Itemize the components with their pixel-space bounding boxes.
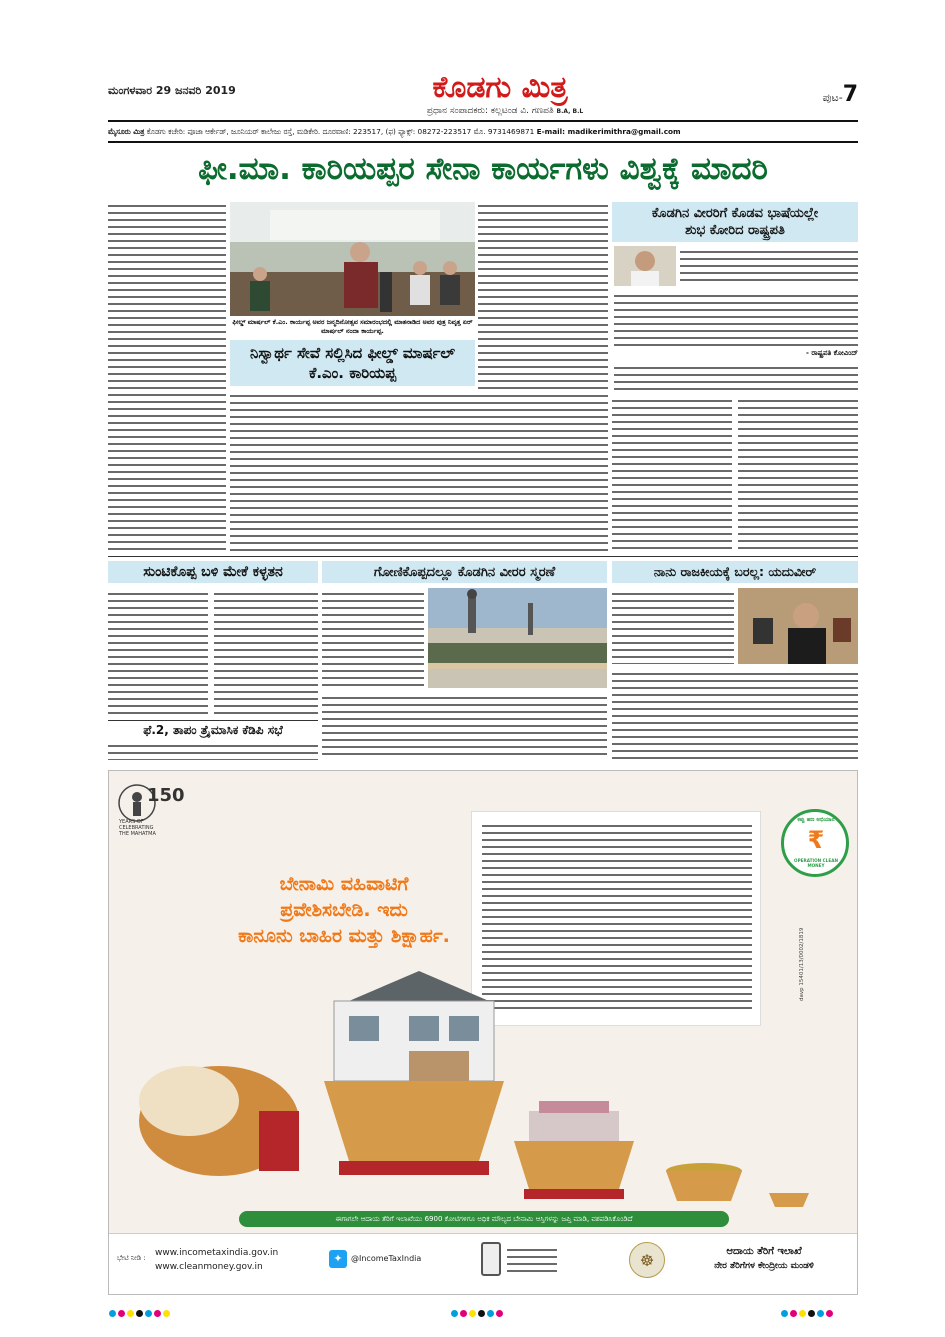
badge-bottom-text: OPERATION CLEAN MONEY (794, 858, 838, 868)
anniversary-line-1: YEARS OF (119, 819, 144, 825)
main-story-column-2 (478, 200, 608, 390)
memorial-story-wide (322, 692, 607, 760)
president-signoff: - ರಾಷ್ಟ್ರಪತಿ ಕೋವಿಂದ್ (806, 349, 858, 357)
memorial-story-title: ಗೋಣಿಕೊಪ್ಪದಲ್ಲೂ ಕೊಡಗಿನ ವೀರರ ಸ್ಮರಣೆ (322, 561, 607, 583)
press-photo-icon (738, 588, 858, 664)
twitter-handle[interactable]: @IncomeTaxIndia (351, 1254, 422, 1263)
page-label: ಪುಟ- (822, 91, 843, 104)
main-story-wide-text (230, 390, 608, 552)
yaduveer-story-col-1 (612, 588, 734, 664)
department-line-2: ನೇರ ತೆರಿಗೆಗಳ ಕೇಂದ್ರೀಯ ಮಂಡಳಿ (714, 1261, 814, 1271)
registration-dots-left (108, 1302, 198, 1312)
address-brand: ಮೈಸೂರು ಮಿತ್ರ (108, 127, 145, 136)
website-1-link[interactable]: www.incometaxindia.gov.in (155, 1248, 279, 1258)
anniversary-line-2: CELEBRATING (119, 825, 154, 831)
header-rule (108, 120, 858, 122)
davp-code: davp 15401/13/0002/1819 (799, 927, 805, 1001)
main-photo-caption: ಫೀಲ್ಡ್ ಮಾರ್ಷಲ್ ಕೆ.ಎಂ. ಕಾರ್ಯಪ್ಪ ಅವರ ಜನ್ಮದಿನೋತ್ಸವ ಸಮಾರಂಭದಲ್ಲಿ ಮಾತನಾಡಿದ ಅವರ ಪುತ್ರ ನಿವೃತ್ತ ಏರ್ ಮಾರ್ಷಲ್ ನಂದಾ ಕಾರ್ಯಪ್ಪ. (232, 318, 473, 335)
gandhi-150-logo (117, 781, 197, 841)
ad-footer-strip: ಈಗಾಗಲೇ ಆದಾಯ ತೆರಿಗೆ ಇಲಾಖೆಯು 6900 ಕೋಟಿಗಳಿಗೂ ಅಧಿಕ ಮೌಲ್ಯದ ಬೇನಾಮಿ ಆಸ್ತಿಗಳನ್ನು ಜಪ್ತಿ ಮಾಡಿ, ವಶಪಡಿಸಿಕೊಂಡಿದೆ (239, 1211, 729, 1227)
anniversary-line-3: THE MAHATMA (119, 831, 156, 837)
section-rule (108, 556, 858, 557)
yaduveer-story-wide (612, 668, 858, 760)
department-name (679, 1244, 849, 1284)
rupee-icon: ₹ (807, 826, 825, 854)
theft-story-col-2 (214, 588, 318, 716)
visit-label: ಭೇಟಿ ನೀಡಿ : (117, 1254, 146, 1262)
kdp-story-title: ಫೆ.2, ತಾಪಂ ತ್ರೈಮಾಸಿಕ ಕೆಡಿಪಿ ಸಭೆ (108, 720, 318, 736)
yaduveer-story-title: ನಾನು ರಾಜಕೀಯಕ್ಕೆ ಬರಲ್ಲ: ಯದುವೀರ್ (612, 561, 858, 583)
president-story-text-2 (614, 290, 858, 348)
mobile-app-icon (481, 1242, 501, 1276)
address-text: ಕೊಡಗು ಕಚೇರಿ: ಪೂಜಾ ಆರ್ಕೇಡ್, ಜೂನಿಯರ್ ಕಾಲೇಜು ರಸ್ತೆ, ಮಡಿಕೇರಿ. ದೂರವಾಣಿ: 223517, (ಫ) ಫ್ಯಾಕ್ಸ್: 08272-223517 ಮೊ. 9731469871 (146, 127, 535, 136)
editor-degree: B.A, B.L (556, 108, 584, 115)
badge-top-text: ಕಪ್ಪು ಹಣ ಅಭಿಯಾನ (797, 817, 835, 823)
ad-illustration (109, 961, 858, 1211)
main-story-photo (230, 202, 475, 316)
theft-story-title: ಸುಂಟಿಕೊಪ್ಪ ಬಳಿ ಮೇಕೆ ಕಳ್ಳತನ (108, 561, 318, 583)
department-line-1: ಆದಾಯ ತೆರಿಗೆ ಇಲಾಖೆ (726, 1246, 802, 1257)
memorial-story-col-1 (322, 588, 424, 688)
right-column-left (612, 395, 732, 553)
slogan-line-1: ಬೇನಾಮಿ ವಹಿವಾಟಿಗೆ (279, 873, 409, 895)
emblem-icon: ☸ (629, 1242, 665, 1278)
email-text: E-mail: madikerimithra@gmail.com (536, 127, 681, 136)
page-number: 7 (842, 82, 858, 107)
president-photo (614, 246, 676, 286)
website-2-link[interactable]: www.cleanmoney.gov.in (155, 1262, 263, 1272)
address-strip (108, 125, 858, 139)
ad-slogan (219, 871, 469, 961)
sub-headline: ನಿಸ್ವಾರ್ಥ ಸೇವೆ ಸಲ್ಲಿಸಿದ ಫೀಲ್ಡ್ ಮಾರ್ಷಲ್ ಕೆ.ಎಂ. ಕಾರಿಯಪ್ಪ (230, 340, 475, 386)
ad-bottom-bar (109, 1233, 858, 1295)
main-headline: ಫೀ.ಮಾ. ಕಾರಿಯಪ್ಪರ ಸೇನಾ ಕಾರ್ಯಗಳು ವಿಶ್ವಕ್ಕೆ ಮಾದರಿ (198, 151, 768, 187)
address-rule (108, 141, 858, 143)
portrait-icon (614, 246, 676, 286)
benami-advertisement (108, 770, 858, 1295)
editor-name: ಪ್ರಧಾನ ಸಂಪಾದಕರು: ಕಲ್ಲಟಂಡ ವಿ. ಗಣಪತಿ (426, 106, 554, 116)
main-story-column-1 (108, 200, 226, 552)
president-title-line-1: ಕೊಡಗಿನ ವೀರರಿಗೆ ಕೊಡವ ಭಾಷೆಯಲ್ಲೇ (651, 206, 819, 221)
memorial-photo (428, 588, 607, 688)
registration-dots-right (780, 1302, 870, 1312)
president-title-line-2: ಶುಭ ಕೋರಿದ ರಾಷ್ಟ್ರಪತಿ (685, 223, 785, 238)
ceremony-photo-icon (230, 202, 475, 316)
president-story-title (612, 202, 858, 242)
operation-clean-money-badge (781, 809, 849, 877)
registration-dots-center (450, 1302, 540, 1312)
page-number-box (808, 82, 858, 106)
date-line: ಮಂಗಳವಾರ 29 ಜನವರಿ 2019 (108, 84, 236, 97)
kdp-story-text (108, 740, 318, 760)
slogan-line-3: ಕಾನೂನು ಬಾಹಿರ ಮತ್ತು ಶಿಕ್ಷಾರ್ಹ. (238, 925, 450, 947)
twitter-icon: ✦ (329, 1250, 347, 1268)
parade-photo-icon (428, 588, 607, 688)
president-story-text (680, 246, 858, 286)
president-story-text-3 (614, 362, 858, 392)
editor-line (365, 106, 645, 118)
theft-story-col-1 (108, 588, 208, 716)
right-column-right (738, 395, 858, 553)
yaduveer-photo (738, 588, 858, 664)
masthead: ಕೊಡಗು ಮಿತ್ರ (432, 70, 568, 105)
slogan-line-2: ಪ್ರವೇಶಿಸಬೇಡಿ. ಇದು (280, 899, 408, 921)
anniversary-number: 150 (147, 785, 185, 806)
app-promo-text (507, 1244, 557, 1274)
